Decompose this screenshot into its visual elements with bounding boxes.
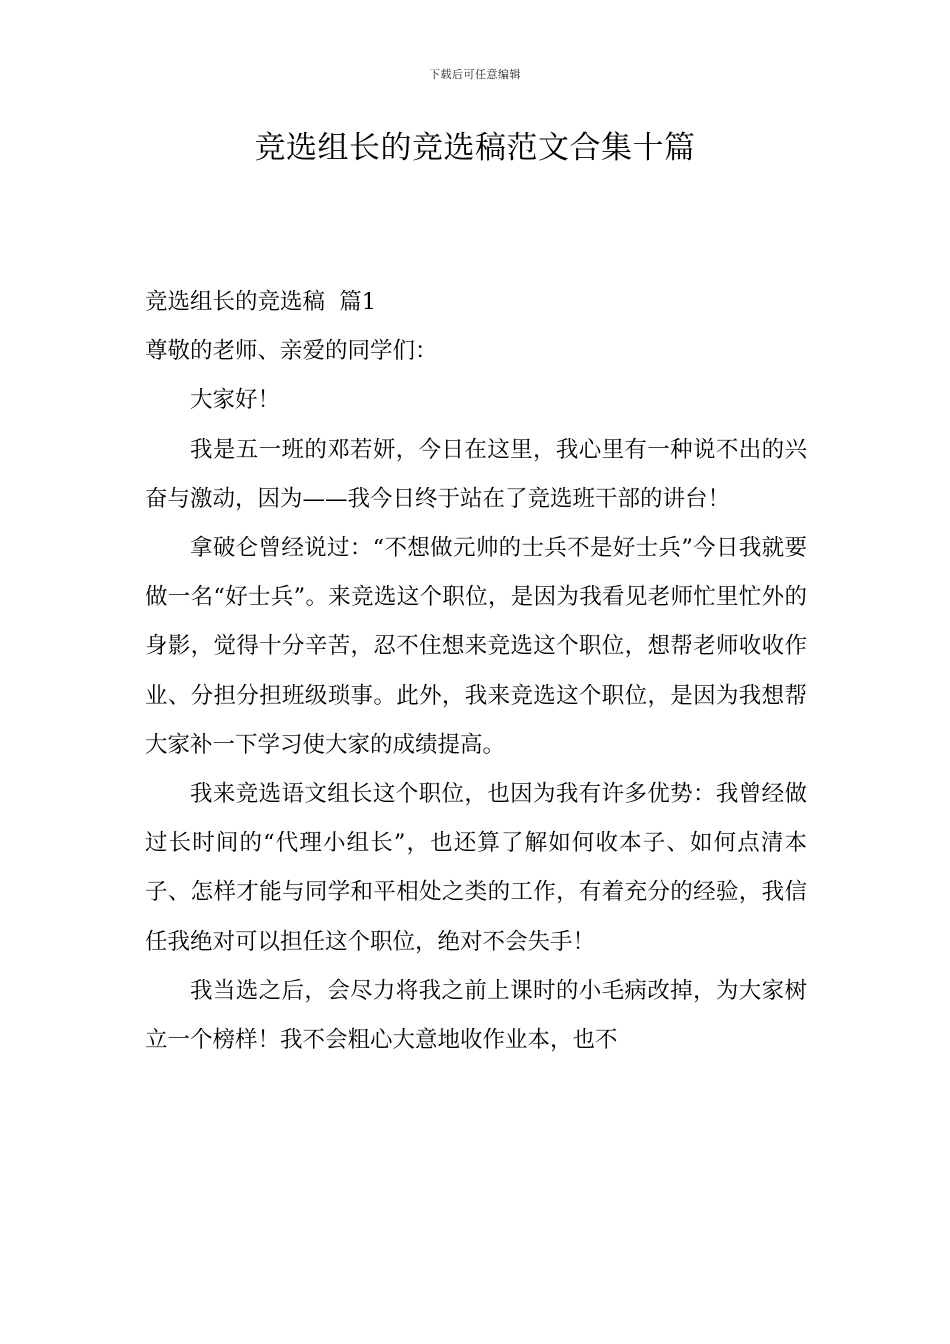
salutation: 尊敬的老师、亲爱的同学们： xyxy=(145,338,438,365)
paragraph-introduction: 我是五一班的邓若妍，今日在这里，我心里有一种说不出的兴奋与激动，因为——我今日终于站在了竞选班干部的讲台！ xyxy=(145,436,807,512)
header-note: 下载后可任意编辑 xyxy=(429,68,521,81)
paragraph-motivation: 拿破仑曾经说过：“不想做元帅的士兵不是好士兵”今日我就要做一名“好士兵”。来竞选这个职位，是因为我看见老师忙里忙外的身影，觉得十分辛苦，忍不住想来竞选这个职位，想帮老师收收作业、分担分担班级琐事。此外，我来竞选这个职位，是因为我想帮大家补一下学习使大家的成绩提高。 xyxy=(145,535,807,758)
document-body xyxy=(145,278,807,1065)
section-heading: 竞选组长的竞选稿 篇1 xyxy=(145,289,377,315)
document-title: 竞选组长的竞选稿范文合集十篇 xyxy=(254,130,696,166)
paragraph-promise: 我当选之后，会尽力将我之前上课时的小毛病改掉，为大家树立一个榜样！我不会粗心大意地收作业本，也不 xyxy=(145,977,807,1054)
paragraph-advantages: 我来竞选语文组长这个职位，也因为我有许多优势：我曾经做过长时间的“代理小组长”，也还算了解如何收本子、如何点清本子、怎样才能与同学和平相处之类的工作，有着充分的经验，我信任我绝对可以担任这个职位，绝对不会失手！ xyxy=(145,781,807,955)
paragraph-greeting: 大家好！ xyxy=(190,387,281,414)
